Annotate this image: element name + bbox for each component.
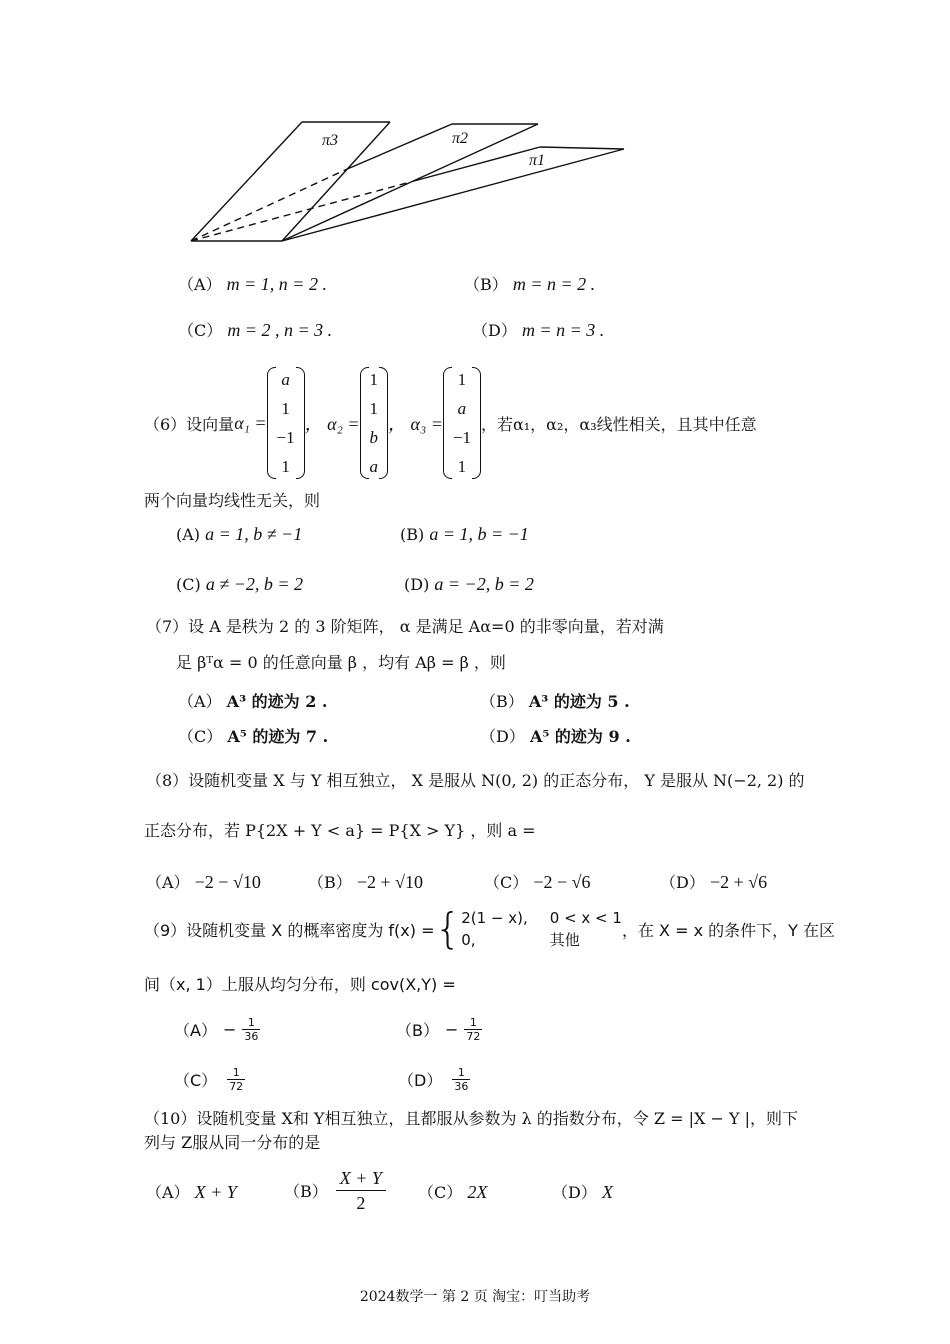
- q8-line2: 正态分布，若 P{2X + Y < a} = P{X > Y} ，则 a =: [144, 821, 536, 840]
- q6-vector-a3: 1 a −1 1: [443, 365, 481, 481]
- q10-option-b-fraction: $\frac{X + Y}{2}$: [336, 1166, 386, 1215]
- q6-a3-name: ， α₃ =: [388, 414, 443, 434]
- q5-option-d[interactable]: [472, 318, 604, 341]
- q8-option-b-expr: −2 + √10: [356, 872, 424, 892]
- q7-option-b[interactable]: [480, 689, 630, 712]
- q9-option-d-label: （D）: [398, 1071, 443, 1090]
- q8-option-c[interactable]: [484, 870, 591, 893]
- q8-option-c-label: （C）: [484, 873, 529, 892]
- q6-vector-a1: a 1 −1 1: [267, 365, 305, 481]
- q5-option-a-expr: m = 1, n = 2 .: [226, 274, 327, 294]
- q10-line2: 列与 Z服从同一分布的是: [144, 1133, 321, 1152]
- plane-label-pi3: π3: [322, 132, 339, 149]
- q6-lead: （6）设向量: [144, 414, 235, 434]
- q9-lead: （9）设随机变量 X 的概率密度为 f(x) =: [144, 920, 435, 940]
- q9-option-a-fraction: $\frac{1}{36}$: [244, 1016, 259, 1043]
- q10-option-d-expr: X: [601, 1182, 613, 1202]
- q5-option-d-label: （D）: [472, 321, 517, 340]
- q6-option-c[interactable]: [176, 574, 303, 595]
- q9-option-d[interactable]: [398, 1066, 470, 1093]
- three-planes-figure: [180, 112, 640, 252]
- q10-option-a[interactable]: [146, 1180, 237, 1203]
- q5-option-c[interactable]: [178, 318, 332, 341]
- q7-option-b-expr: A³ 的迹为 5 .: [528, 692, 630, 711]
- q8-option-d-label: （D）: [660, 873, 705, 892]
- q5-option-b-label: （B）: [464, 275, 508, 294]
- q9-case1-value: 2(1 − x),: [461, 909, 528, 927]
- plane-pi3-left-edge: [191, 122, 302, 241]
- q6-line2: 两个向量均线性无关，则: [144, 491, 321, 510]
- q9-option-d-fraction: $\frac{1}{36}$: [454, 1066, 469, 1093]
- q8-option-b-label: （B）: [308, 873, 352, 892]
- q9-option-b-label: （B）: [396, 1021, 439, 1040]
- q7-option-a-expr: A³ 的迹为 2 .: [226, 692, 328, 711]
- q5-option-a[interactable]: [178, 272, 327, 295]
- q8-option-d[interactable]: [660, 870, 767, 893]
- q10-option-b-label: （B）: [284, 1182, 328, 1201]
- q8-option-b[interactable]: [308, 870, 423, 893]
- q9-option-a[interactable]: [174, 1016, 260, 1043]
- q10-option-a-expr: X + Y: [194, 1182, 237, 1202]
- q5-option-d-expr: m = n = 3 .: [521, 320, 605, 340]
- q8-option-d-expr: −2 + √6: [709, 872, 768, 892]
- q10-option-c[interactable]: [418, 1180, 487, 1203]
- q6-option-c-label: (C): [176, 575, 201, 594]
- q8-option-a-expr: −2 − √10: [194, 872, 261, 892]
- q9-option-b[interactable]: [396, 1016, 482, 1043]
- plane-label-pi1: π1: [529, 152, 546, 169]
- q5-option-b[interactable]: [464, 272, 595, 295]
- q9-option-b-fraction: $\frac{1}{72}$: [466, 1016, 481, 1043]
- q10-option-a-label: （A）: [146, 1183, 190, 1202]
- q5-option-c-label: （C）: [178, 321, 223, 340]
- q9-case2-value: 0,: [461, 931, 476, 949]
- q10-option-d-label: （D）: [552, 1183, 597, 1202]
- q6-option-d-expr: a = −2, b = 2: [434, 574, 534, 594]
- q6-option-b-label: (B): [400, 525, 425, 544]
- q7-option-a-label: （A）: [178, 692, 222, 711]
- plane-label-pi2: π2: [452, 130, 469, 147]
- q9-cases: [461, 908, 622, 950]
- q7-option-d-label: （D）: [480, 727, 525, 746]
- q7-option-c[interactable]: [178, 724, 328, 747]
- q9-case2-condition: 其他: [549, 931, 580, 949]
- plane-pi2-left-edge: [345, 124, 452, 170]
- q7-line1: （7）设 A 是秩为 2 的 3 阶矩阵， α 是满足 Aα=0 的非零向量，若对满: [146, 617, 664, 636]
- q9-stem: [144, 906, 835, 952]
- q9-tail: ，在 X = x 的条件下，Y 在区: [621, 920, 835, 940]
- q6-tail: ，若α₁，α₂，α₃线性相关，且其中任意: [480, 414, 757, 434]
- q7-option-b-label: （B）: [480, 692, 524, 711]
- q8-option-a-label: （A）: [146, 873, 190, 892]
- q10-option-c-expr: 2X: [467, 1182, 488, 1202]
- q10-option-c-label: （C）: [418, 1183, 463, 1202]
- q6-option-d-label: (D): [404, 575, 430, 594]
- q9-option-c-fraction: $\frac{1}{72}$: [229, 1066, 244, 1093]
- q6-option-c-expr: a ≠ −2, b = 2: [205, 574, 303, 594]
- q9-brace: {: [434, 904, 462, 953]
- q8-option-c-expr: −2 − √6: [533, 872, 591, 892]
- q7-option-d[interactable]: [480, 724, 631, 747]
- q9-case1-condition: 0 < x < 1: [549, 909, 622, 927]
- q9-option-b-sign: −: [444, 1020, 459, 1039]
- q9-line2: 间（x, 1）上服从均匀分布，则 cov(X,Y) =: [144, 975, 456, 994]
- q9-option-a-label: （A）: [174, 1021, 217, 1040]
- q5-option-c-expr: m = 2 , n = 3 .: [227, 320, 333, 340]
- q7-line2: 足 βᵀα = 0 的任意向量 β ，均有 Aβ = β ，则: [176, 653, 506, 672]
- q6-option-b-expr: a = 1, b = −1: [429, 524, 529, 544]
- q10-option-b[interactable]: [284, 1166, 386, 1215]
- plane-pi1-top-edge: [540, 147, 624, 149]
- q6-stem: [144, 366, 757, 480]
- q8-line1: （8）设随机变量 X 与 Y 相互独立， X 是服从 N(0, 2) 的正态分布， Y 是服从 N(−2, 2) 的: [146, 771, 805, 790]
- page-footer: 2024数学一 第 2 页 淘宝：叮当助考: [359, 1289, 591, 1305]
- q9-option-c-label: （C）: [174, 1071, 218, 1090]
- q5-option-a-label: （A）: [178, 275, 222, 294]
- q6-option-a-expr: a = 1, b ≠ −1: [205, 524, 303, 544]
- q10-line1: （10）设随机变量 X和 Y相互独立，且都服从参数为 λ 的指数分布，令 Z = |X − Y |，则下: [144, 1109, 798, 1128]
- q7-option-c-expr: A⁵ 的迹为 7 .: [227, 727, 329, 746]
- q6-option-a-label: (A): [176, 525, 201, 544]
- q6-a1-name: α₁ =: [234, 412, 267, 433]
- q7-option-a[interactable]: [178, 689, 328, 712]
- q6-vector-a2: 1 1 b a: [360, 365, 389, 481]
- q10-option-d[interactable]: [552, 1180, 613, 1203]
- q6-option-a[interactable]: [176, 524, 302, 545]
- q6-a2-name: ， α₂ =: [304, 414, 360, 434]
- plane-pi3-outline: [191, 122, 390, 241]
- q6-option-d[interactable]: [404, 574, 534, 595]
- q9-option-c[interactable]: [174, 1066, 245, 1093]
- q6-option-b[interactable]: [400, 524, 529, 545]
- q8-option-a[interactable]: [146, 870, 261, 893]
- q5-option-b-expr: m = n = 2 .: [512, 274, 596, 294]
- q7-option-d-expr: A⁵ 的迹为 9 .: [529, 727, 631, 746]
- q7-option-c-label: （C）: [178, 727, 223, 746]
- q9-option-a-sign: −: [222, 1020, 237, 1039]
